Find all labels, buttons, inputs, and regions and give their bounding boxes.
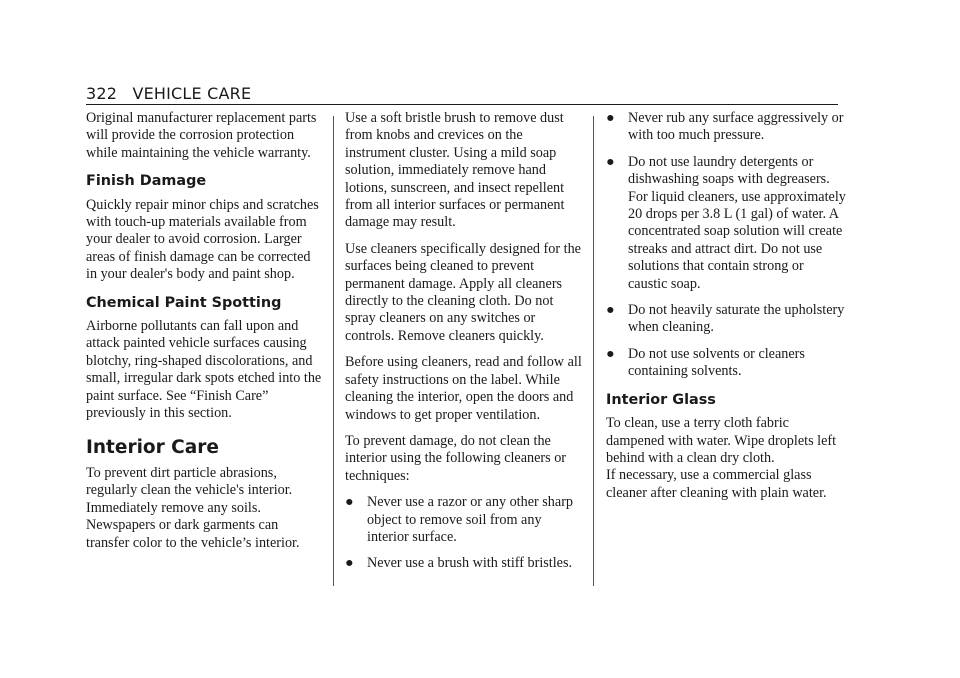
- list-item-text: Never use a razor or any other sharp object to remove soil from any interior surface.: [367, 494, 574, 545]
- before-using-paragraph: Before using cleaners, read and follow all safety instructions on the label. While cleaning the interior, open the doors and windows to get proper ventilation.: [345, 354, 582, 423]
- chemical-paint-paragraph: Airborne pollutants can fall upon and attack painted vehicle surfaces causing blotchy, ring-shaped discolorations, and small, irregular dark spots etched into the paint surface. See “Finish Care” previously in this section.: [86, 318, 322, 422]
- column-divider-2: [593, 116, 594, 586]
- list-item: [606, 302, 846, 337]
- list-item: [345, 555, 583, 572]
- finish-damage-paragraph: Quickly repair minor chips and scratches with touch-up materials available from your dealer to avoid corrosion. Larger areas of finish damage can be corrected in your dealer's body and paint shop.: [86, 196, 319, 283]
- column-3: [606, 110, 846, 511]
- list-item: [606, 346, 846, 381]
- list-item-text: Do not use laundry detergents or dishwashing soaps with degreasers. For liquid cleaners, use approximately 20 drops per 3.8 L (1 gal) of water. A concentrated soap solution will create streaks and attract dirt. Do not use solutions that contain strong or caustic soap.: [628, 153, 846, 292]
- header-rule: [86, 104, 838, 105]
- glass-paragraph-1: To clean, use a terry cloth fabric dampened with water. Wipe droplets left behind with a clean dry cloth.: [606, 415, 837, 466]
- section-title: VEHICLE CARE: [132, 84, 252, 103]
- page-header: [86, 84, 251, 103]
- list-item-text: Do not heavily saturate the upholstery when cleaning.: [628, 302, 845, 336]
- heading-finish-damage: Finish Damage: [86, 173, 207, 190]
- bullet-icon: ●: [345, 494, 354, 511]
- heading-chemical-paint-spotting: Chemical Paint Spotting: [86, 294, 282, 311]
- cleaners-paragraph: Use cleaners specifically designed for the surfaces being cleaned to prevent permanent damage. Apply all cleaners directly to the cleaning cloth. Do not spray cleaners on any switches or controls. Remove cleaners quickly.: [345, 240, 581, 344]
- column-2: [345, 110, 583, 582]
- page-number: 322: [86, 84, 118, 103]
- heading-interior-glass: Interior Glass: [606, 391, 716, 408]
- brush-paragraph: Use a soft bristle brush to remove dust from knobs and crevices on the instrument cluster. Using a mild soap solution, immediately remove hand lotions, sunscreen, and insect repellent from all interior surfaces or permanent damage may result.: [345, 110, 565, 231]
- interior-care-paragraph: To prevent dirt particle abrasions, regularly clean the vehicle's interior. Immediately remove any soils. Newspapers or dark garments can transfer color to the vehicle’s interior.: [86, 464, 300, 551]
- list-item-text: Do not use solvents or cleaners containing solvents.: [628, 345, 805, 380]
- bullet-list-col3: [606, 110, 846, 381]
- list-item: [606, 154, 846, 293]
- bullet-icon: ●: [606, 110, 615, 126]
- list-item-text: Never rub any surface aggressively or with too much pressure.: [628, 110, 844, 144]
- heading-interior-care: Interior Care: [86, 436, 219, 458]
- intro-paragraph: Original manufacturer replacement parts will provide the corrosion protection while maintaining the vehicle warranty.: [86, 110, 317, 161]
- column-divider-1: [333, 116, 334, 586]
- bullet-icon: ●: [606, 153, 615, 170]
- bullet-icon: ●: [606, 345, 615, 362]
- list-item: [606, 110, 846, 145]
- bullet-icon: ●: [345, 555, 354, 572]
- list-item-text: Never use a brush with stiff bristles.: [367, 555, 573, 572]
- column-1: [86, 110, 324, 561]
- bullet-list-col2: [345, 494, 583, 573]
- prevent-damage-paragraph: To prevent damage, do not clean the interior using the following cleaners or techniques:: [345, 432, 567, 484]
- bullet-icon: ●: [606, 302, 615, 319]
- list-item: [345, 494, 583, 546]
- glass-paragraph-2: If necessary, use a commercial glass cleaner after cleaning with plain water.: [606, 467, 827, 501]
